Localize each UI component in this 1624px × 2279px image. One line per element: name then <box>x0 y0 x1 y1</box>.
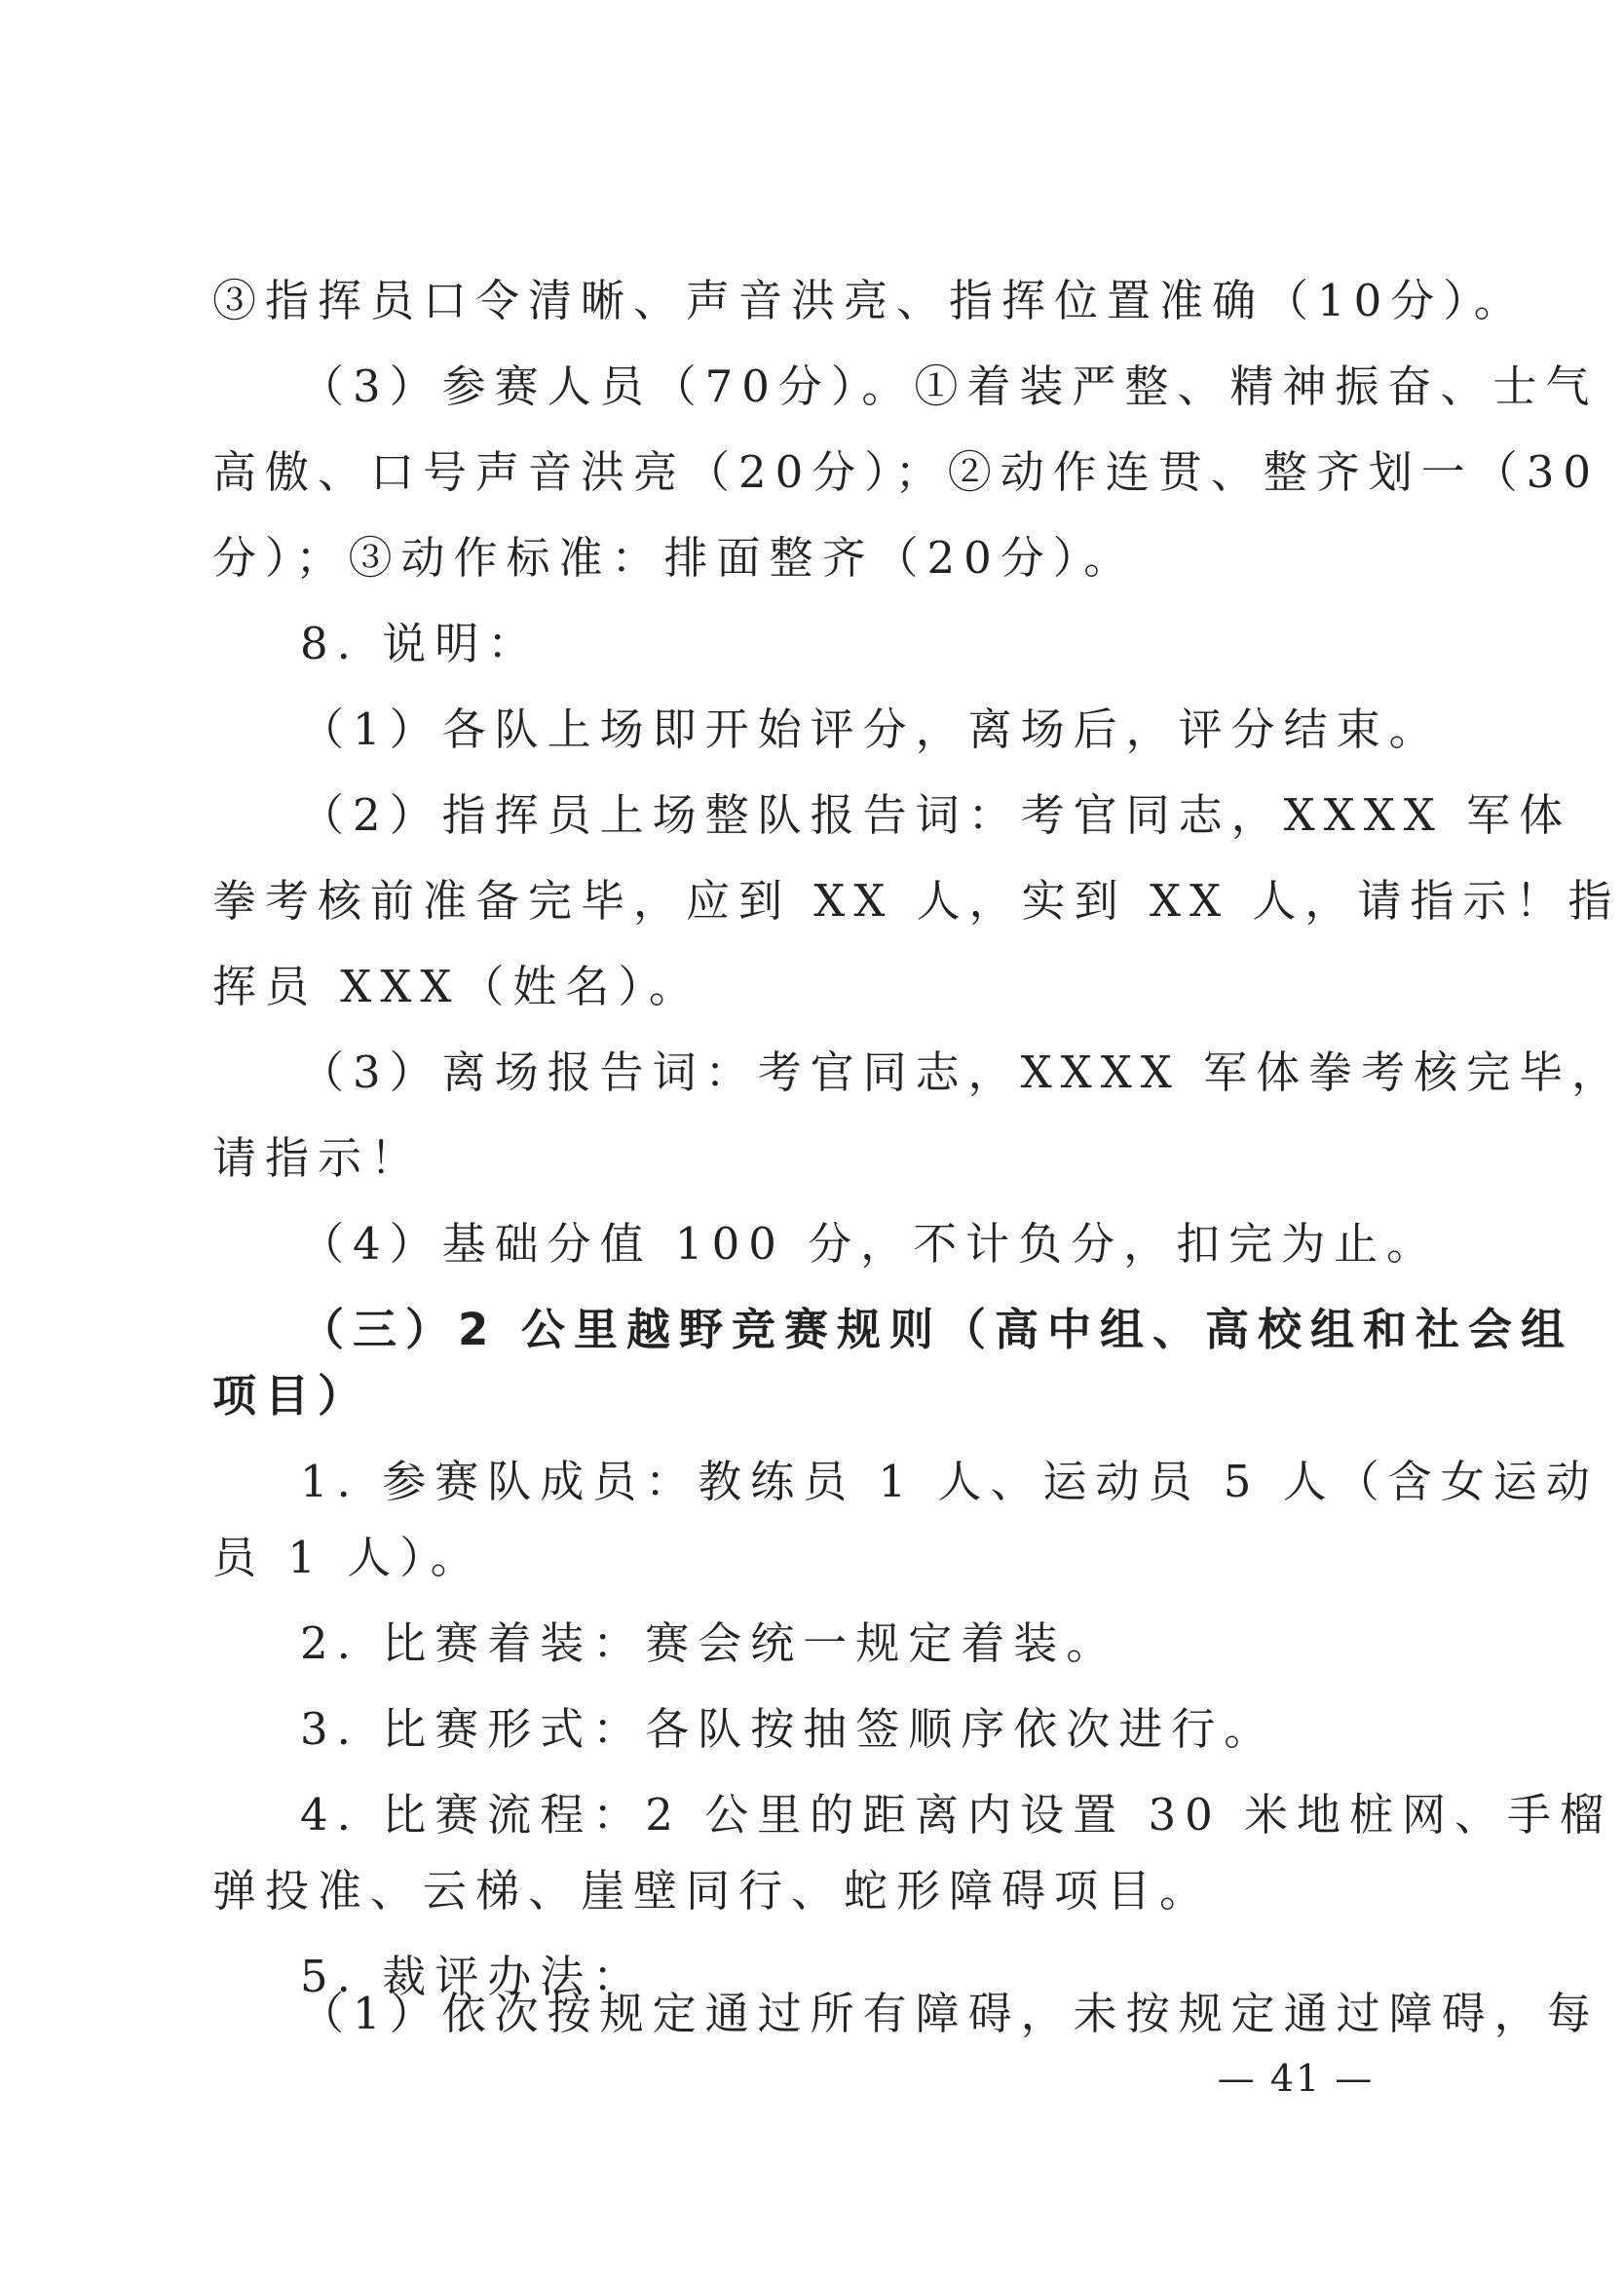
section-heading-line-2: 项目） <box>212 1370 371 1422</box>
text-line-3: 高傲、口号声音洪亮（20分）；②动作连贯、整齐划一（30 <box>212 446 1601 498</box>
text-line-15: 1. 参赛队成员：教练员 1 人、运动员 5 人（含女运动 <box>300 1456 1599 1507</box>
text-line-12: （4）基础分值 100 分，不计负分，扣完为止。 <box>300 1218 1440 1270</box>
text-line-1: ③指挥员口令清晰、声音洪亮、指挥位置准确（10分）。 <box>212 275 1527 326</box>
text-line-22: （1）依次按规定通过所有障碍，未按规定通过障碍，每 <box>300 1988 1600 2039</box>
text-line-10: （3）离场报告词：考官同志，XXXX 军体拳考核完毕， <box>300 1046 1624 1098</box>
section-heading-line-1: （三）2 公里越野竞赛规则（高中组、高校组和社会组 <box>300 1304 1573 1355</box>
text-line-11: 请指示！ <box>212 1132 424 1184</box>
text-line-9: 挥员 XXX（姓名）。 <box>212 961 701 1012</box>
text-line-17: 2. 比赛着装：赛会统一规定着装。 <box>300 1617 1119 1669</box>
text-line-5: 8. 说明： <box>300 618 541 669</box>
text-line-7: （2）指挥员上场整队报告词：考官同志，XXXX 军体 <box>300 789 1572 841</box>
text-line-4: 分）；③动作标准：排面整齐（20分）。 <box>212 532 1137 584</box>
text-line-8: 拳考核前准备完毕，应到 XX 人，实到 XX 人，请指示！指 <box>212 875 1621 927</box>
text-line-6: （1）各队上场即开始评分，离场后，评分结束。 <box>300 703 1442 755</box>
text-line-20: 弹投准、云梯、崖壁同行、蛇形障碍项目。 <box>212 1865 1213 1917</box>
text-line-21: 5. 裁评办法： <box>300 1951 646 2002</box>
text-line-19: 4. 比赛流程：2 公里的距离内设置 30 米地桩网、手榴 <box>300 1789 1613 1841</box>
text-line-16: 员 1 人）。 <box>212 1532 483 1583</box>
text-line-2: （3）参赛人员（70分）。①着装严整、精神振奋、士气 <box>300 361 1599 412</box>
text-line-18: 3. 比赛形式：各队按抽签顺序依次进行。 <box>300 1703 1277 1755</box>
page-number: — 41 — <box>1217 2057 1375 2100</box>
